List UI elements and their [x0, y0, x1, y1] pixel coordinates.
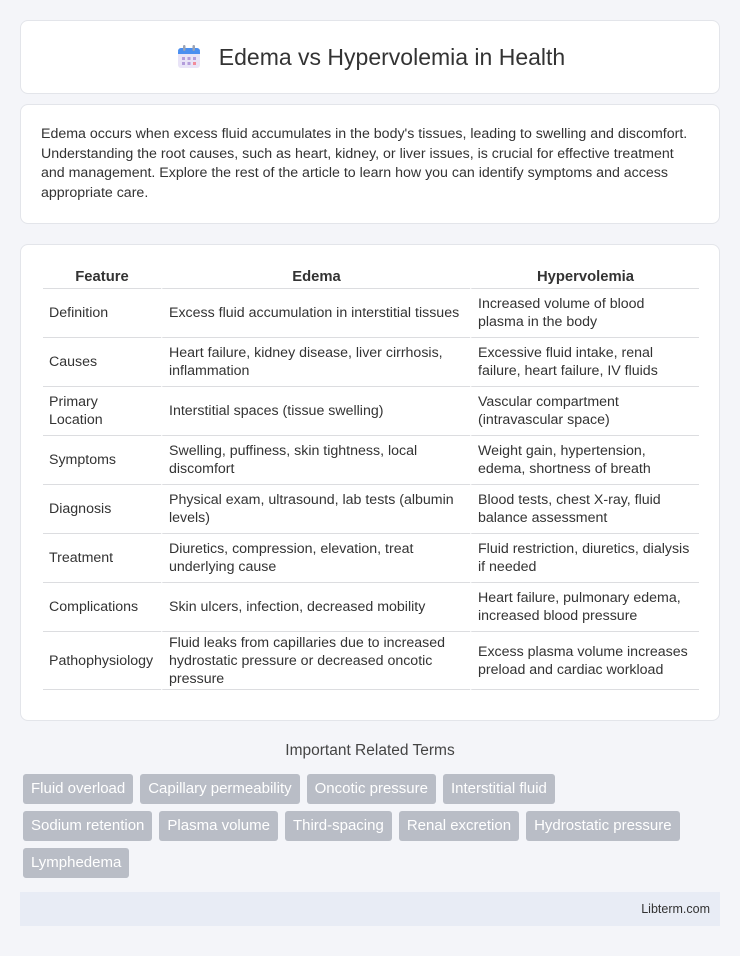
tag-interstitial-fluid[interactable]: Interstitial fluid — [443, 774, 555, 804]
row-hypervolemia: Heart failure, pulmonary edema, increased blood pressure — [470, 583, 699, 632]
row-hypervolemia: Vascular compartment (intravascular space) — [470, 387, 699, 436]
table-row — [43, 632, 699, 690]
calendar-icon — [175, 43, 203, 71]
row-feature: Pathophysiology — [43, 632, 161, 690]
table-header-row — [43, 265, 699, 289]
table-row — [43, 289, 699, 338]
intro-paragraph: Edema occurs when excess fluid accumulates in the body's tissues, leading to swelling and discomfort. Understanding the root causes, such as heart, kidney, or liver issues, is crucial for effective treatment and management. Explore the rest of the article to learn how you can identify symptoms and access appropriate care. — [41, 126, 688, 201]
row-feature: Symptoms — [43, 436, 161, 485]
header-hypervolemia: Hypervolemia — [470, 265, 699, 289]
related-terms-heading: Important Related Terms — [285, 742, 455, 759]
row-hypervolemia: Fluid restriction, diuretics, dialysis if needed — [470, 534, 699, 583]
header-edema: Edema — [161, 265, 470, 289]
footer-link[interactable]: Libterm.com — [641, 902, 710, 916]
title-wrap — [175, 43, 565, 71]
table-row — [43, 387, 699, 436]
row-hypervolemia: Weight gain, hypertension, edema, shortness of breath — [470, 436, 699, 485]
row-hypervolemia: Increased volume of blood plasma in the body — [470, 289, 699, 338]
comparison-table-card — [20, 244, 720, 721]
related-terms-tags — [23, 774, 723, 885]
row-feature: Treatment — [43, 534, 161, 583]
tag-third-spacing[interactable]: Third-spacing — [285, 811, 392, 841]
tag-hydrostatic-pressure[interactable]: Hydrostatic pressure — [526, 811, 680, 841]
row-edema: Swelling, puffiness, skin tightness, local discomfort — [161, 436, 470, 485]
tag-lymphedema[interactable]: Lymphedema — [23, 848, 129, 878]
row-edema: Excess fluid accumulation in interstitial tissues — [161, 289, 470, 338]
intro-card — [20, 104, 720, 224]
comparison-table — [43, 265, 699, 690]
row-feature: Causes — [43, 338, 161, 387]
row-feature: Diagnosis — [43, 485, 161, 534]
row-feature: Complications — [43, 583, 161, 632]
tag-oncotic-pressure[interactable]: Oncotic pressure — [307, 774, 436, 804]
footer — [20, 892, 720, 926]
tag-fluid-overload[interactable]: Fluid overload — [23, 774, 133, 804]
tag-renal-excretion[interactable]: Renal excretion — [399, 811, 519, 841]
header-card — [20, 20, 720, 94]
table-row — [43, 583, 699, 632]
row-edema: Skin ulcers, infection, decreased mobility — [161, 583, 470, 632]
row-edema: Heart failure, kidney disease, liver cirrhosis, inflammation — [161, 338, 470, 387]
tag-row — [23, 848, 723, 878]
row-feature: Primary Location — [43, 387, 161, 436]
tag-capillary-permeability[interactable]: Capillary permeability — [140, 774, 299, 804]
tag-row — [23, 811, 723, 841]
row-hypervolemia: Excess plasma volume increases preload and cardiac workload — [470, 632, 699, 690]
row-hypervolemia: Blood tests, chest X-ray, fluid balance assessment — [470, 485, 699, 534]
row-edema: Physical exam, ultrasound, lab tests (albumin levels) — [161, 485, 470, 534]
tag-plasma-volume[interactable]: Plasma volume — [159, 811, 278, 841]
row-hypervolemia: Excessive fluid intake, renal failure, heart failure, IV fluids — [470, 338, 699, 387]
header-feature: Feature — [43, 265, 161, 289]
row-edema: Diuretics, compression, elevation, treat underlying cause — [161, 534, 470, 583]
row-edema: Interstitial spaces (tissue swelling) — [161, 387, 470, 436]
table-row — [43, 485, 699, 534]
table-row — [43, 436, 699, 485]
page-title: Edema vs Hypervolemia in Health — [218, 43, 566, 70]
tag-row — [23, 774, 723, 804]
row-edema: Fluid leaks from capillaries due to increased hydrostatic pressure or decreased oncotic pressure — [161, 632, 470, 690]
row-feature: Definition — [43, 289, 161, 338]
table-row — [43, 338, 699, 387]
table-row — [43, 534, 699, 583]
tag-sodium-retention[interactable]: Sodium retention — [23, 811, 152, 841]
